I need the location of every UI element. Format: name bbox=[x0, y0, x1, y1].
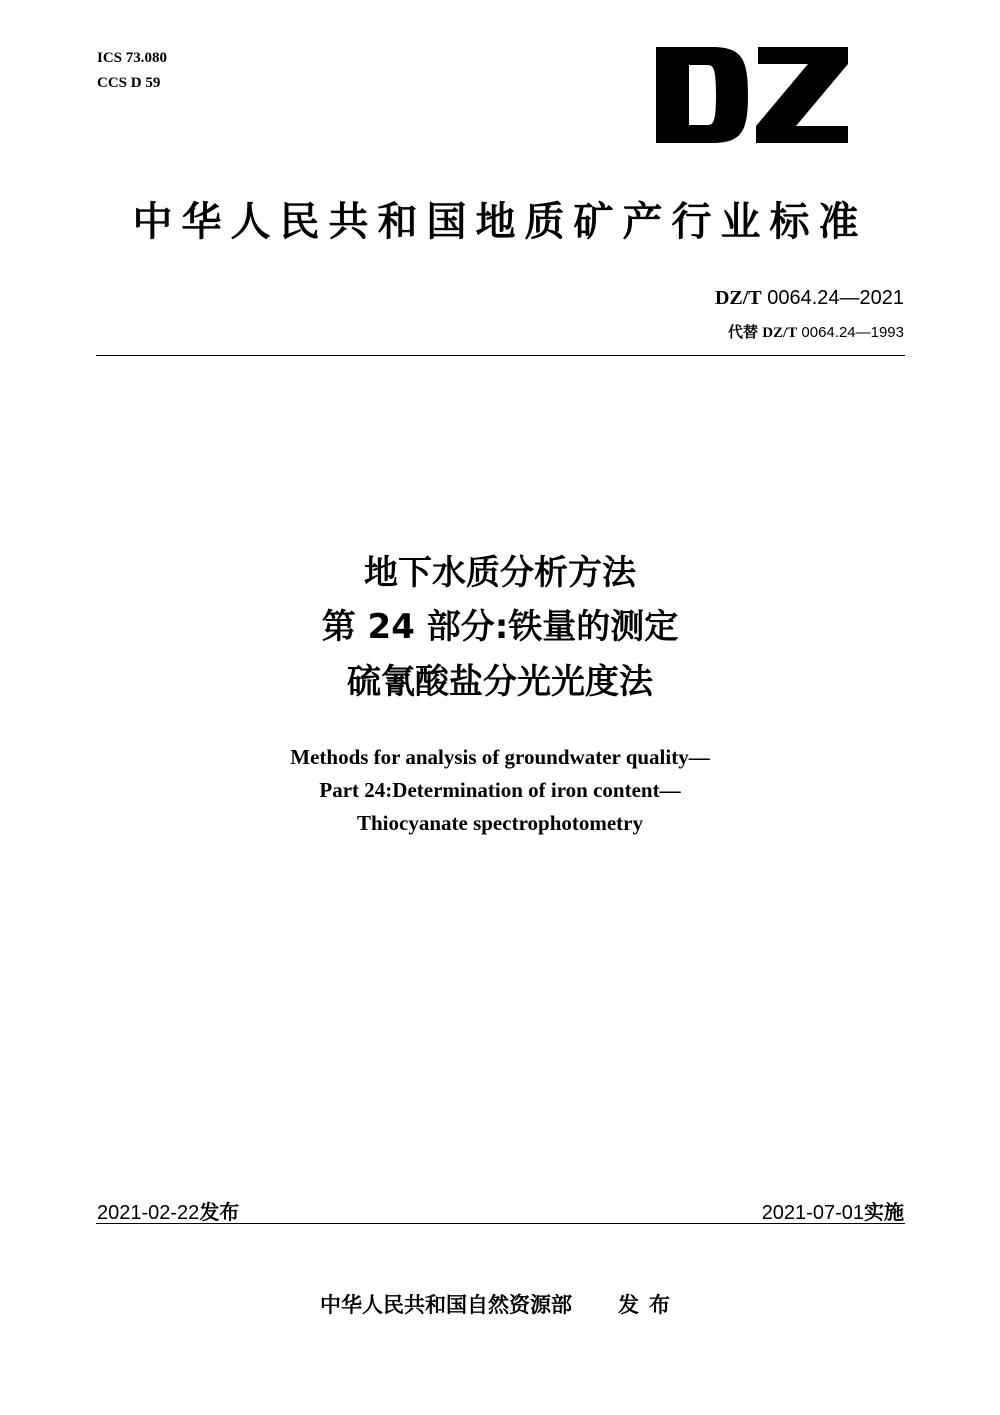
replaces-number: 0064.24—1993 bbox=[801, 324, 904, 341]
title-en-line-2: Part 24:Determination of iron content— bbox=[319, 778, 681, 802]
standard-category-title: 中华人民共和国地质矿产行业标准 bbox=[132, 199, 868, 245]
standard-number-value: 0064.24—2021 bbox=[767, 287, 904, 309]
issue-date bbox=[97, 1196, 239, 1225]
effective-date bbox=[762, 1196, 904, 1225]
ccs-code: CCS D 59 bbox=[97, 75, 161, 91]
title-zh-line-1: 地下水质分析方法 bbox=[364, 553, 636, 593]
replaces-standard bbox=[728, 321, 904, 342]
replaces-label: 代替 bbox=[728, 324, 759, 341]
issuer-action: 发布 bbox=[618, 1293, 680, 1317]
title-zh-line-3: 硫氰酸盐分光光度法 bbox=[347, 662, 653, 702]
footer-divider bbox=[96, 1223, 905, 1224]
issue-date-label: 发布 bbox=[199, 1200, 240, 1224]
dz-logo-letter-z bbox=[756, 47, 848, 143]
effective-date-label: 实施 bbox=[864, 1200, 904, 1224]
issuer-line bbox=[0, 1289, 1000, 1319]
classification-codes bbox=[97, 46, 167, 96]
standard-number bbox=[715, 287, 904, 310]
ics-code: ICS 73.080 bbox=[97, 50, 168, 66]
title-en-line-3: Thiocyanate spectrophotometry bbox=[357, 811, 643, 835]
issue-date-value: 2021-02-22 bbox=[97, 1202, 200, 1224]
standard-number-prefix: DZ/T bbox=[714, 287, 762, 309]
dz-logo-letter-d bbox=[656, 47, 748, 143]
issuer-name: 中华人民共和国自然资源部 bbox=[320, 1293, 572, 1317]
effective-date-value: 2021-07-01 bbox=[761, 1202, 864, 1224]
title-zh-line-2: 第 24 部分:铁量的测定 bbox=[321, 607, 679, 647]
dz-logo bbox=[656, 47, 848, 143]
title-en-line-1: Methods for analysis of groundwater quality— bbox=[290, 745, 710, 769]
header-divider bbox=[96, 355, 905, 356]
replaces-prefix: DZ/T bbox=[762, 325, 798, 341]
